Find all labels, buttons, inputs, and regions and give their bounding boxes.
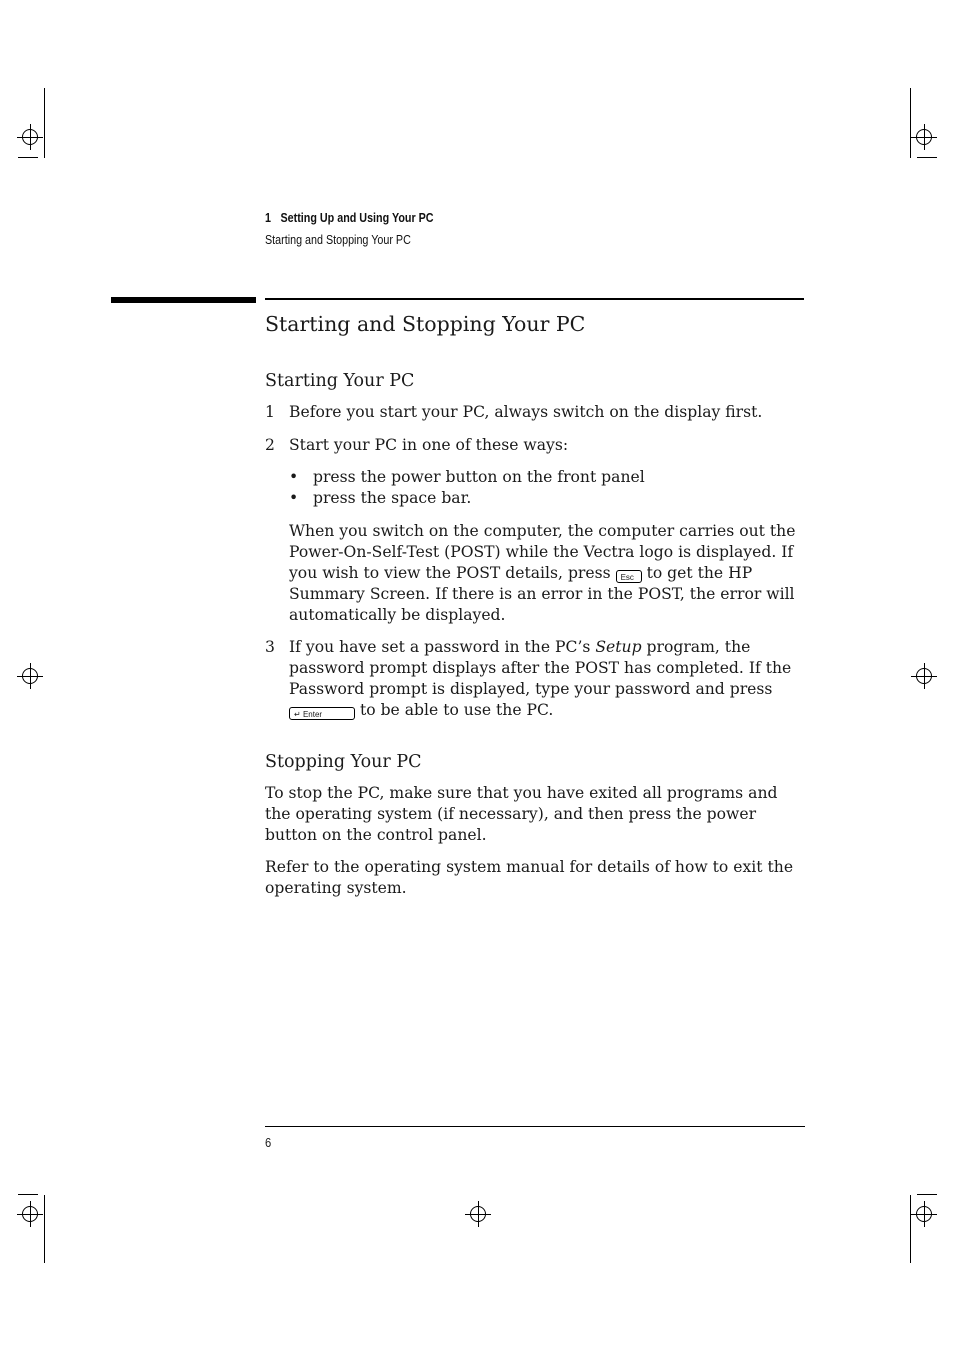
crop-line: [917, 157, 937, 158]
section-rule-thick: [111, 297, 256, 303]
step-3: 3 If you have set a password in the PC’s Setup program, the password prompt displays after the POST has completed. If the Password prompt is displayed, type your password and press ↵ Enter to be able to use the PC.: [265, 638, 792, 719]
crop-line: [44, 1195, 45, 1263]
step-number: 1: [265, 403, 275, 421]
post-note: When you switch on the computer, the computer carries out the Power-On-Self-Test (POST) while the Vectra logo is displayed. If you wish to view the POST details, press Esc to get the HP Summary Screen. If there is an error in the POST, the error will automatically be displayed.: [289, 522, 796, 624]
chapter-number: 1: [265, 211, 271, 225]
chapter-line: [265, 207, 434, 229]
subsection-heading-starting: Starting Your PC: [265, 371, 415, 391]
stopping-paragraph: To stop the PC, make sure that you have exited all programs and the operating system (if necessary), and then press the power button on the control panel.: [265, 784, 778, 844]
registration-mark-icon: [17, 1201, 43, 1227]
bullet-icon: •: [289, 468, 299, 486]
section-title: Starting and Stopping Your PC: [265, 312, 586, 336]
enter-key-icon: ↵ Enter: [289, 707, 355, 720]
crop-line: [18, 1194, 38, 1195]
step-text: Before you start your PC, always switch on the display first.: [289, 403, 763, 421]
setup-program-name: Setup: [595, 638, 642, 656]
start-methods-list: [265, 467, 805, 509]
subsection-heading-stopping: Stopping Your PC: [265, 752, 422, 772]
step-2: [265, 435, 805, 456]
stopping-reference-paragraph: Refer to the operating system manual for details of how to exit the operating system.: [265, 858, 794, 897]
list-item: • press the power button on the front panel: [289, 468, 645, 486]
esc-key-icon: Esc: [616, 570, 642, 583]
step-number: 3: [265, 638, 275, 656]
chapter-title: Setting Up and Using Your PC: [280, 211, 434, 225]
registration-mark-icon: [911, 1201, 937, 1227]
crop-line: [44, 88, 45, 158]
step-1: [265, 402, 805, 423]
crop-line: [917, 1194, 937, 1195]
page-number: 6: [265, 1135, 272, 1150]
step-text: Start your PC in one of these ways:: [289, 436, 569, 454]
registration-mark-icon: [911, 663, 937, 689]
registration-mark-icon: [465, 1201, 491, 1227]
crop-line: [18, 157, 38, 158]
registration-mark-icon: [17, 663, 43, 689]
section-title-line: Starting and Stopping Your PC: [265, 233, 411, 247]
registration-mark-icon: [911, 124, 937, 150]
list-item: • press the space bar.: [289, 489, 472, 507]
return-arrow-icon: ↵: [294, 710, 301, 719]
step-number: 2: [265, 436, 275, 454]
page-content: [265, 306, 805, 899]
footer-rule: [265, 1126, 805, 1127]
running-head: [265, 207, 434, 251]
section-rule-thin: [265, 298, 804, 300]
bullet-icon: •: [289, 489, 299, 507]
registration-mark-icon: [17, 124, 43, 150]
